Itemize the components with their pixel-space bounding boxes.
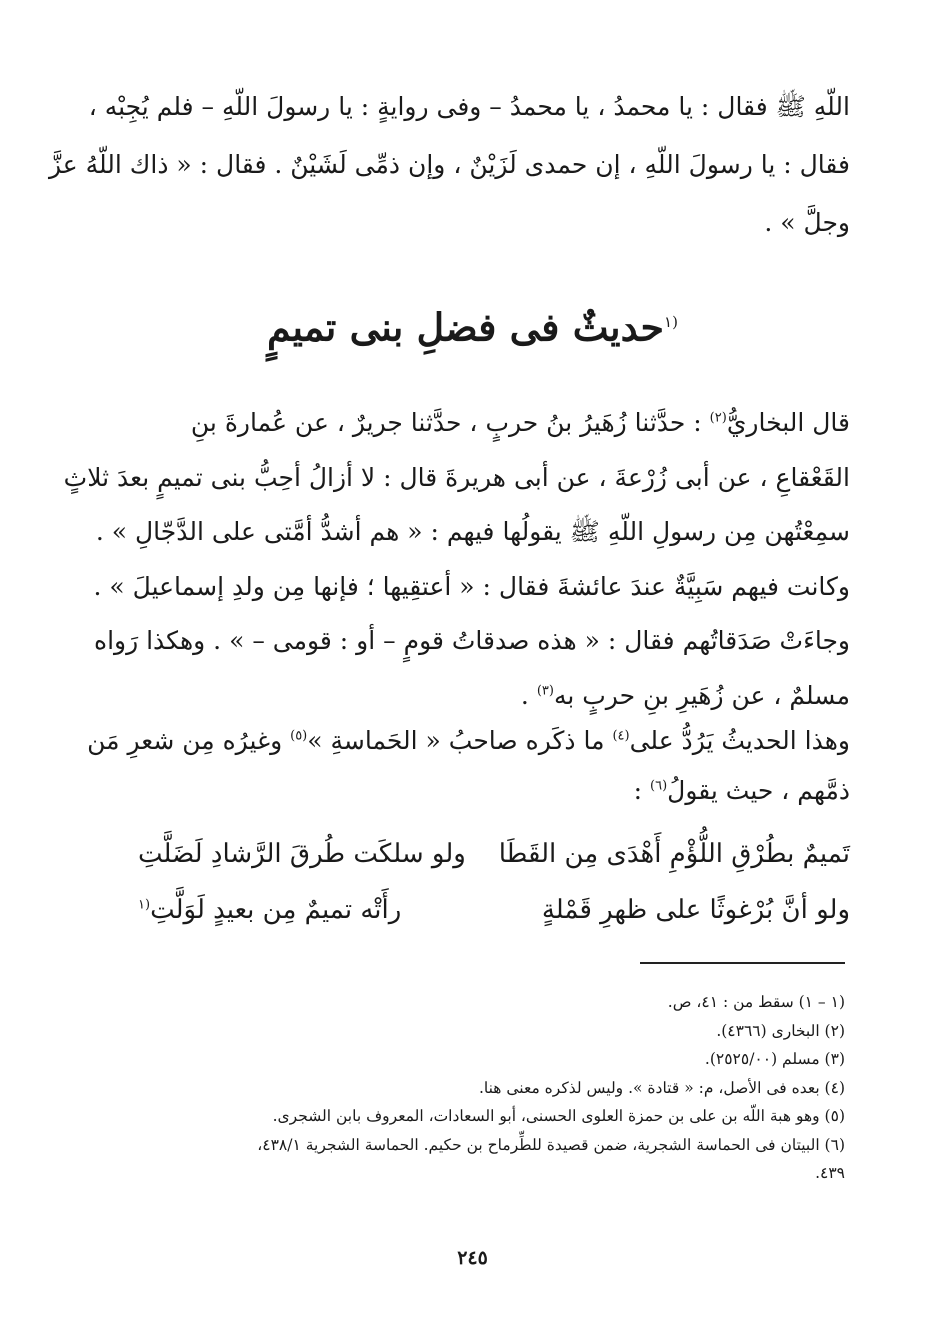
footnote: (٥) وهو هبة اللّه بن على بن حمزة العلوى الحسنى، أبو السعادات، المعروف بابن الشجرى.: [272, 1107, 845, 1125]
heading-title: حديثٌ فى فضلِ بنى تميمٍ: [267, 304, 665, 350]
footnote: (٤) بعده فى الأصل، م: « قتادة ». وليس لذكره معنى هنا.: [478, 1078, 845, 1097]
hemistich-text: ولو سلكَت طُرقَ الرَّشادِ لَضَلَّتِ: [138, 839, 466, 869]
poem-verses: [138, 826, 850, 938]
hemistich-text: رأَتْه تميمٌ مِن بعيدٍ لَوَلَّتِ: [150, 895, 402, 925]
poem-verse: [138, 826, 850, 882]
paragraph-line: [138, 396, 850, 451]
line-text: .: [520, 680, 537, 710]
line-text: قال البخاريُّ: [726, 408, 850, 437]
paragraph-line: [93, 560, 850, 615]
footnote-marker: (٤): [612, 728, 630, 744]
footnote-separator: [640, 962, 845, 964]
verse-second-hemistich: [138, 826, 466, 882]
intro-line: اللّهِ ﷺ فقال : يا محمدُ ، يا محمدُ – وفى روايةٍ : يا رسولَ اللّهِ – فلم يُجِبْه ،: [88, 92, 850, 121]
paragraph-line: [138, 766, 850, 816]
footnotes: [138, 988, 845, 1188]
line-text: القَعْقاعِ ، عن أبى زُرْعةَ ، عن أبى هريرةَ قال : لا أزالُ أحِبُّ بنى تميمٍ بعدَ ثلاثٍ: [63, 462, 850, 492]
poem-verse: [138, 882, 850, 938]
paragraph-line: [87, 716, 850, 766]
commentary-paragraph: [87, 716, 850, 816]
verse-second-hemistich: [138, 882, 401, 938]
line-text: وجاءَتْ صَدَقاتُهم فقال : « هذه صدقاتُ قومٍ – أو : قومى – » . وهكذا رَواه: [93, 626, 850, 655]
section-heading: [0, 292, 945, 358]
footnote: (٢) البخارى (٤٣٦٦).: [716, 1021, 845, 1040]
page-number: ٢٤٥: [457, 1247, 488, 1269]
footnote: (١ – ١) سقط من : ٤١، ص.: [667, 993, 845, 1011]
intro-line: فقال : يا رسولَ اللّهِ ، إن حمدى لَزَيْنٌ ، وإن ذمِّى لَشَيْنٌ . فقال : « ذاك اللّهُ عزَّ: [48, 150, 850, 179]
verse-first-hemistich: ولو أنَّ بُرْغوثًا على ظهرِ قَمْلةٍ: [541, 895, 850, 925]
verse-first-hemistich: تَميمٌ بطُرْقِ اللُّؤْمِ أَهْدَى مِن القَطَا: [498, 839, 850, 869]
line-text: : حدَّثنا زُهَيرُ بنُ حربٍ ، حدَّثنا جريرٌ ، عن عُمارةَ بنِ: [190, 408, 710, 437]
footnote-marker: (١: [138, 897, 151, 913]
intro-paragraph: [48, 78, 850, 252]
paragraph-line: [138, 669, 850, 724]
footnote-marker: (٥): [290, 728, 308, 744]
footnote-marker: (٢): [709, 410, 727, 426]
footnote: ٤٣٩.: [815, 1164, 845, 1182]
paragraph-line: [63, 451, 850, 506]
intro-line: وجلَّ » .: [764, 208, 850, 237]
line-text: :: [633, 776, 651, 805]
hadith-paragraph: [63, 396, 850, 723]
heading-note-marker: (١: [664, 313, 678, 331]
line-text: وغيرُه مِن شعرِ مَن: [87, 726, 291, 755]
line-text: ما ذكَره صاحبُ « الحَماسةِ »: [307, 726, 613, 755]
footnote: (٣) مسلم (٢٥٢٥/٠٠).: [704, 1050, 845, 1068]
footnote: (٦) البيتان فى الحماسة الشجرية، ضمن قصيدة للطِّرماح بن حكيم. الحماسة الشجرية ٤٣٨/١،: [257, 1135, 845, 1154]
footnote-marker: (٦): [650, 778, 668, 794]
line-text: وكانت فيهم سَبِيَّةٌ عندَ عائشةَ فقال : « أعتقِيها ؛ فإنها مِن ولدِ إسماعيلَ » .: [93, 571, 850, 601]
line-text: سمِعْتُهن مِن رسولِ اللّهِ ﷺ يقولُها فيهم : « هم أشدُّ أمَّتى على الدَّجّالِ » .: [95, 517, 850, 546]
paragraph-line: [93, 614, 850, 669]
footnote-marker: (٣): [536, 683, 554, 699]
paragraph-line: [95, 505, 850, 560]
line-text: وهذا الحديثُ يَرُدُّ على: [629, 726, 850, 755]
line-text: ذمَّهم ، حيث يقولُ: [667, 776, 850, 805]
line-text: مسلمٌ ، عن زُهَيرِ بنِ حربٍ به: [553, 680, 850, 710]
